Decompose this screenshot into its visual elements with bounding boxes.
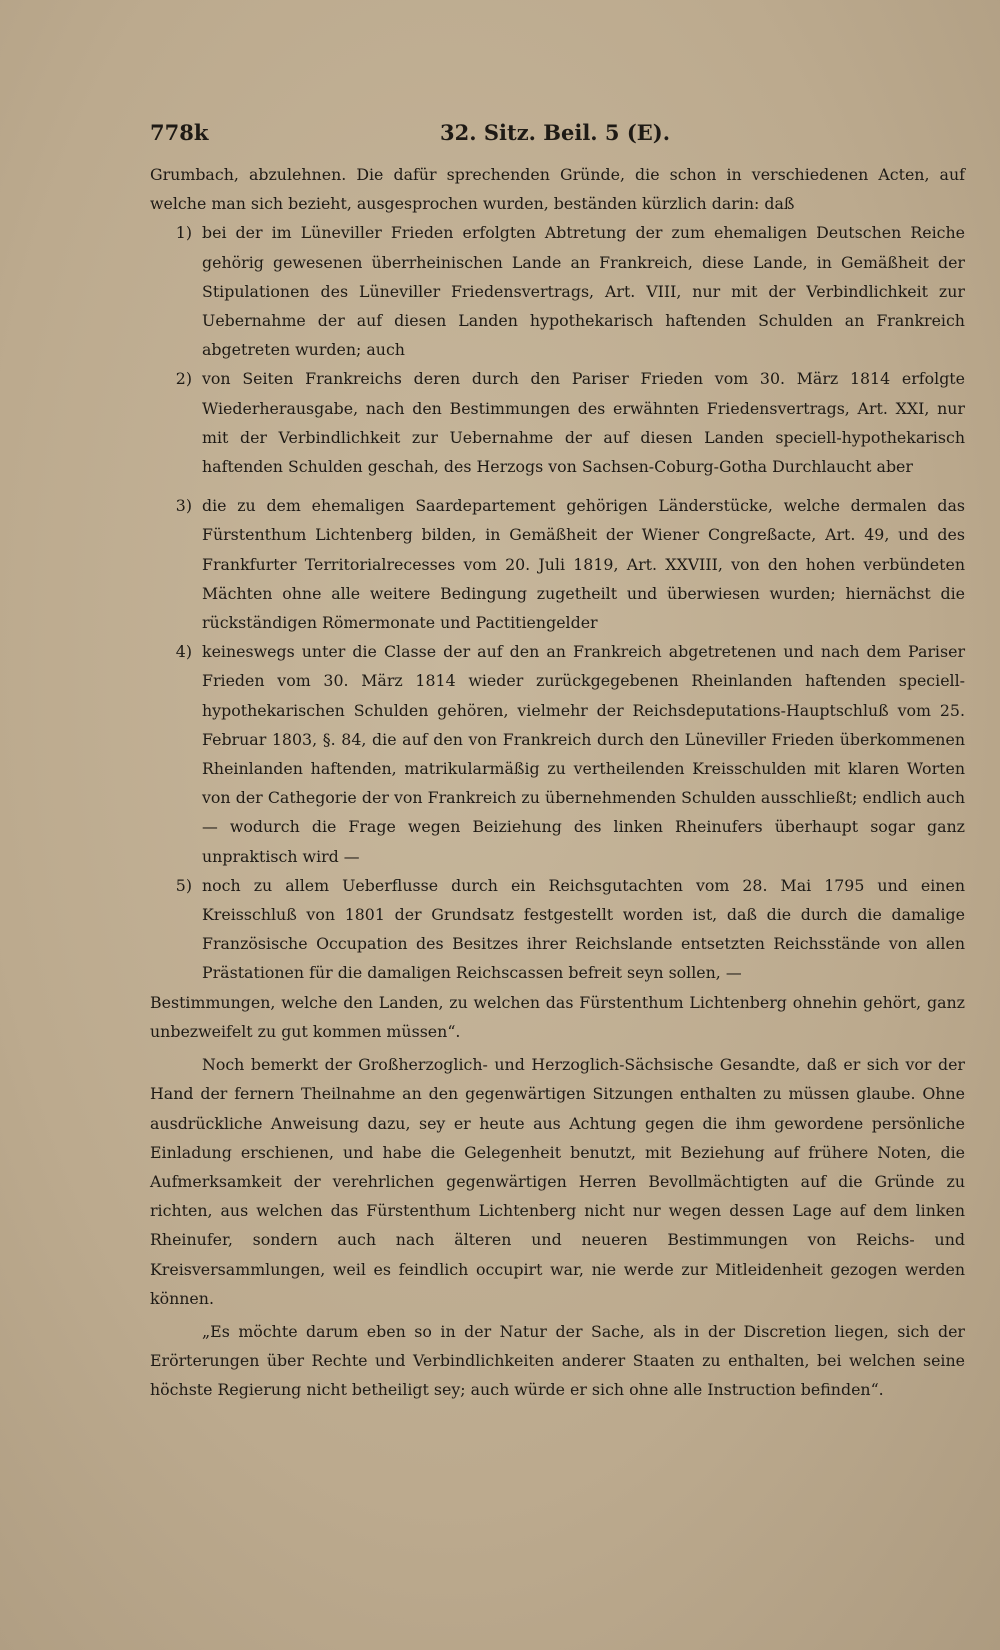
item-text: bei der im Lüneviller Frieden erfolgten Abtretung der zum ehemaligen Deutschen Reiche gehörig gewesenen überrheinischen Lande an Frankreich, diese Lande, in Gemäßheit der Stipulationen des Lüneviller Friedensvertrags, Art. VIII, nur mit der Verbindlichkeit zur Uebernahme der auf diesen Landen hypothekarisch haftenden Schulden an Frankreich abgetreten wurden; auch xyxy=(202,223,965,360)
item-number: 4) xyxy=(175,642,192,662)
list-item xyxy=(150,871,965,988)
item-number: 3) xyxy=(175,496,192,516)
body-text xyxy=(150,160,965,1405)
item-number: 5) xyxy=(175,875,192,895)
intro-paragraph: Grumbach, abzulehnen. Die dafür sprechenden Gründe, die schon in verschiedenen Acten, auf welche man sich bezieht, ausgesprochen wurden, beständen kürzlich darin: daß xyxy=(150,165,965,214)
page-header xyxy=(150,120,850,150)
item-text: von Seiten Frankreichs deren durch den Pariser Frieden vom 30. März 1814 erfolgte Wiederherausgabe, nach den Bestimmungen des erwähnten Friedensvertrags, Art. XXI, nur mit der Verbindlichkeit zur Uebernahme der auf diesen Landen speciell-hypothekarisch haftenden Schulden geschah, des Herzogs von Sachsen-Coburg-Gotha Durchlaucht aber xyxy=(202,369,965,477)
list-item xyxy=(150,218,965,364)
paragraph-envoy-remark: Noch bemerkt der Großherzoglich- und Herzoglich-Sächsische Gesandte, daß er sich vor der Hand der fernern Theilnahme an den gegenwärtigen Sitzungen enthalten zu müssen glaube. Ohne ausdrückliche Anweisung dazu, sey er heute aus Achtung gegen die ihm gewordene persönliche Einladung erschienen, und habe die Gelegenheit benutzt, mit Beziehung auf frühere Noten, die Aufmerksamkeit der verehrlichen gegenwärtigen Herren Bevollmächtigten auf die Gründe zu richten, aus welchen das Fürstenthum Lichtenberg nicht nur wegen dessen Lage auf dem linken Rheinufer, sondern auch nach älteren und neueren Bestimmungen von Reichs- und Kreisversammlungen, weil es feindlich occupirt war, nie werde zur Mitleidenheit gezogen werden können. xyxy=(150,1055,965,1308)
item-number: 2) xyxy=(175,369,192,389)
running-head: 32. Sitz. Beil. 5 (E). xyxy=(440,120,671,145)
item-number: 1) xyxy=(175,223,192,243)
item-text: keineswegs unter die Classe der auf den an Frankreich abgetretenen und nach dem Pariser Frieden vom 30. März 1814 wieder zurückgegebenen Rheinlanden haftenden speciell-hypothekarischen Schulden gehören, vielmehr der Reichsdeputations-Hauptschluß vom 25. Februar 1803, §. 84, die auf den von Frankreich durch den Lüneviller Frieden überkommenen Rheinlanden haftenden, matrikularmäßig zu vertheilenden Kreisschulden mit klaren Worten von der Cathegorie der von Frankreich zu übernehmenden Schulden ausschließt; endlich auch — wodurch die Frage wegen Beiziehung des linken Rheinufers überhaupt sogar ganz unpraktisch wird — xyxy=(202,642,965,866)
item-text: die zu dem ehemaligen Saardepartement gehörigen Länderstücke, welche dermalen das Fürstenthum Lichtenberg bilden, in Gemäßheit der Wiener Congreßacte, Art. 49, und des Frankfurter Territorialrecesses vom 20. Juli 1819, Art. XXVIII, von den hohen verbündeten Mächten ohne alle weitere Bedingung zugetheilt und überwiesen wurden; hiernächst die rückständigen Römermonate und Pactitiengelder xyxy=(202,496,965,633)
conclusion-paragraph: Bestimmungen, welche den Landen, zu welchen das Fürstenthum Lichtenberg ohnehin gehört, ganz unbezweifelt zu gut kommen müssen“. xyxy=(150,992,965,1041)
page-number: 778k xyxy=(150,120,209,145)
list-item xyxy=(150,491,965,637)
numbered-list xyxy=(150,218,965,987)
list-item xyxy=(150,637,965,871)
list-item xyxy=(150,364,965,481)
paragraph-quote: „Es möchte darum eben so in der Natur der Sache, als in der Discretion liegen, sich der Erörterungen über Rechte und Verbindlichkeiten anderer Staaten zu enthalten, bei welchen seine höchste Regierung nicht betheiligt sey; auch würde er sich ohne alle Instruction befinden“. xyxy=(150,1321,965,1400)
item-text: noch zu allem Ueberflusse durch ein Reichsgutachten vom 28. Mai 1795 und einen Kreisschluß von 1801 der Grundsatz festgestellt worden ist, daß die durch die damalige Französische Occupation des Besitzes ihrer Reichslande entsetzten Reichsstände von allen Prästationen für die damaligen Reichscassen befreit seyn sollen, — xyxy=(202,875,965,983)
